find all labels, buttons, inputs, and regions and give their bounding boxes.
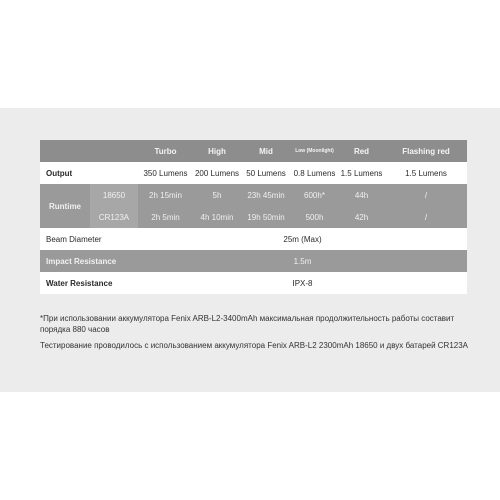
output-high: 200 Lumens	[193, 162, 241, 184]
header-empty-cell	[40, 140, 138, 162]
water-resistance-label: Water Resistance	[40, 272, 138, 294]
footnote-battery-3400: *При использовании аккумулятора Fenix ARB-L2-3400mAh максимальная продолжительность работы составит порядка 880 часов	[40, 314, 455, 334]
header-red: Red	[338, 140, 385, 162]
output-low: 0.8 Lumens	[291, 162, 338, 184]
footnote-testing: Тестирование проводилось с использованием аккумулятора Fenix ARB-L2 2300mAh 18650 и двух батарей CR123A	[40, 341, 469, 350]
beam-diameter-row	[40, 228, 467, 250]
runtime-cr123a-low: 500h	[291, 206, 338, 228]
header-mid: Mid	[241, 140, 291, 162]
footnotes	[40, 313, 470, 356]
output-row	[40, 162, 467, 184]
water-resistance-value: IPX-8	[138, 272, 467, 294]
beam-diameter-label: Beam Diameter	[40, 228, 138, 250]
beam-diameter-value: 25m (Max)	[138, 228, 467, 250]
output-label: Output	[40, 162, 138, 184]
table-header-row	[40, 140, 467, 162]
runtime-18650-flashing-red: /	[385, 184, 467, 206]
runtime-18650-mid: 23h 45min	[241, 184, 291, 206]
runtime-cr123a-turbo: 2h 5min	[138, 206, 193, 228]
header-flashing-red: Flashing red	[385, 140, 467, 162]
header-high: High	[193, 140, 241, 162]
runtime-18650-high: 5h	[193, 184, 241, 206]
impact-resistance-label: Impact Resistance	[40, 250, 138, 272]
runtime-cr123a-red: 42h	[338, 206, 385, 228]
header-low-text: Low (Moonlight)	[295, 148, 334, 154]
runtime-battery-18650: 18650	[90, 184, 138, 206]
runtime-row-cr123a	[40, 206, 467, 228]
runtime-18650-turbo: 2h 15min	[138, 184, 193, 206]
water-resistance-row	[40, 272, 467, 294]
runtime-row-18650	[40, 184, 467, 206]
runtime-cr123a-high: 4h 10min	[193, 206, 241, 228]
runtime-battery-cr123a: CR123A	[90, 206, 138, 228]
output-mid: 50 Lumens	[241, 162, 291, 184]
runtime-cr123a-mid: 19h 50min	[241, 206, 291, 228]
runtime-18650-low: 600h*	[291, 184, 338, 206]
header-low	[291, 140, 338, 162]
output-flashing-red: 1.5 Lumens	[385, 162, 467, 184]
runtime-cr123a-flashing-red: /	[385, 206, 467, 228]
header-turbo: Turbo	[138, 140, 193, 162]
runtime-label: Runtime	[40, 184, 90, 228]
output-red: 1.5 Lumens	[338, 162, 385, 184]
impact-resistance-value: 1.5m	[138, 250, 467, 272]
specification-table	[40, 140, 467, 294]
runtime-18650-red: 44h	[338, 184, 385, 206]
impact-resistance-row	[40, 250, 467, 272]
output-turbo: 350 Lumens	[138, 162, 193, 184]
